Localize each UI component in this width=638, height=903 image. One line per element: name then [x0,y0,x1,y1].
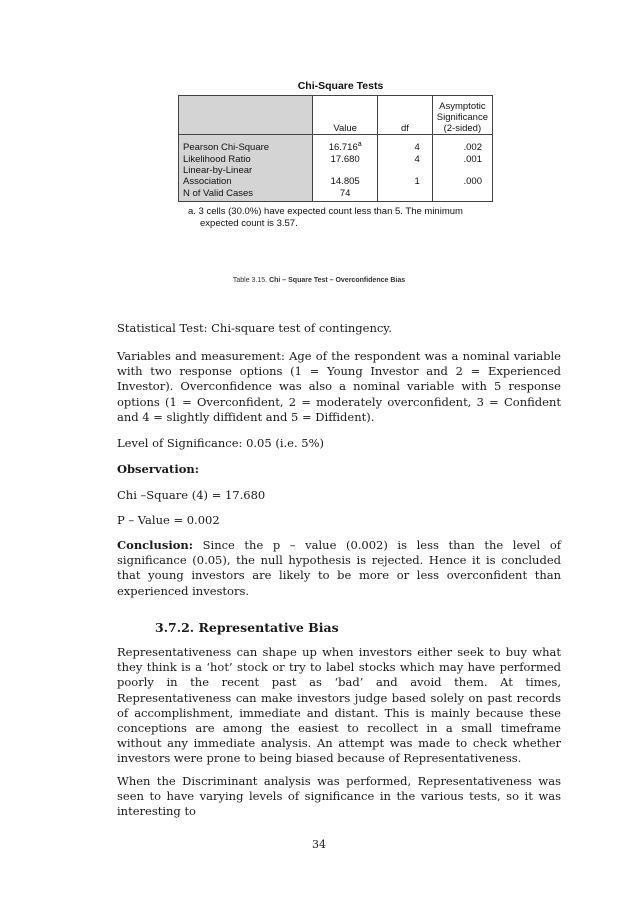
row-df: 1 [378,165,433,187]
caption-title: Chi – Square Test – Overconfidence Bias [269,277,406,284]
conclusion-label: Conclusion: [117,538,194,552]
row-sig: .000 [432,165,492,187]
footnote-marker: a [357,141,362,148]
table-caption [0,277,638,284]
row-df [378,187,433,202]
chi-square-table [178,95,493,202]
conclusion-text: Since the p – value (0.002) is less than the level of significance (0.05), the null hypothesis is rejected. Hence it is concluded that young investors are likely to be more or less overconfident than experienced investors. [117,538,561,598]
paragraph-variables: Variables and measurement: Age of the respondent was a nominal variable with two response options (1 = Young Investor and 2 = Experienced Investor). Overconfidence was also a nominal variable with 5 response options (1 = Overconfident, 2 = moderately overconfident, 3 = Confident and 4 = slightly diffident and 5 = Diffident). [117,349,561,424]
caption-prefix: Table 3.15. [232,277,268,284]
paragraph-significance-level: Level of Significance: 0.05 (i.e. 5%) [117,436,324,450]
row-sig: .001 [432,153,492,165]
row-sig: .002 [432,135,492,154]
observation-chi-square: Chi –Square (4) = 17.680 [117,488,266,502]
paragraph-discriminant: When the Discriminant analysis was performed, Representativeness was seen to have varying levels of significance in the various tests, so it was interesting to [117,774,561,819]
header-sig-line2: Significance [436,112,488,123]
row-label: Likelihood Ratio [179,153,313,165]
table-footnote: a. 3 cells (30.0%) have expected count less than 5. The minimum expected count is 3.57. [188,206,463,230]
page-number: 34 [312,838,326,851]
row-label: Pearson Chi-Square [179,135,313,154]
paragraph-statistical-test: Statistical Test: Chi-square test of contingency. [117,321,392,335]
paragraph-representativeness: Representativeness can shape up when investors either seek to buy what they think is a ‘hot’ stock or try to label stocks which may have performed poorly in the recent past as ‘bad’ and avoid them. At times, Representativeness can make investors judge based solely on past records of accomplishment, immediate and distant. This is mainly because these conceptions are among the easiest to recollect in a small timeframe without any immediate analysis. An attempt was made to check whether investors were prone to being biased because of Representativeness. [117,645,561,766]
row-label: Linear-by-Linear Association [179,165,313,187]
section-heading: 3.7.2. Representative Bias [155,620,339,635]
paragraph-conclusion [117,538,561,599]
row-label: N of Valid Cases [179,187,313,202]
table-header-row [179,96,493,135]
row-value: 17.680 [313,153,378,165]
row-df: 4 [378,153,433,165]
observation-heading: Observation: [117,462,199,476]
row-sig [432,187,492,202]
table-row [179,187,493,202]
header-significance [432,96,492,135]
observation-p-value: P – Value = 0.002 [117,513,220,527]
header-label-cell [179,96,313,135]
header-value: Value [313,96,378,135]
table-row [179,165,493,187]
row-value: 14.805 [313,165,378,187]
row-value: 74 [313,187,378,202]
row-df: 4 [378,135,433,154]
header-sig-line3: (2-sided) [443,123,482,134]
table-row [179,135,493,154]
table-title: Chi-Square Tests [297,80,384,92]
table-row [179,153,493,165]
row-value: 16.716$^a$ [313,135,378,154]
header-df: df [378,96,433,135]
chi-square-table-figure [178,80,493,230]
header-sig-line1: Asymptotic [439,101,486,112]
